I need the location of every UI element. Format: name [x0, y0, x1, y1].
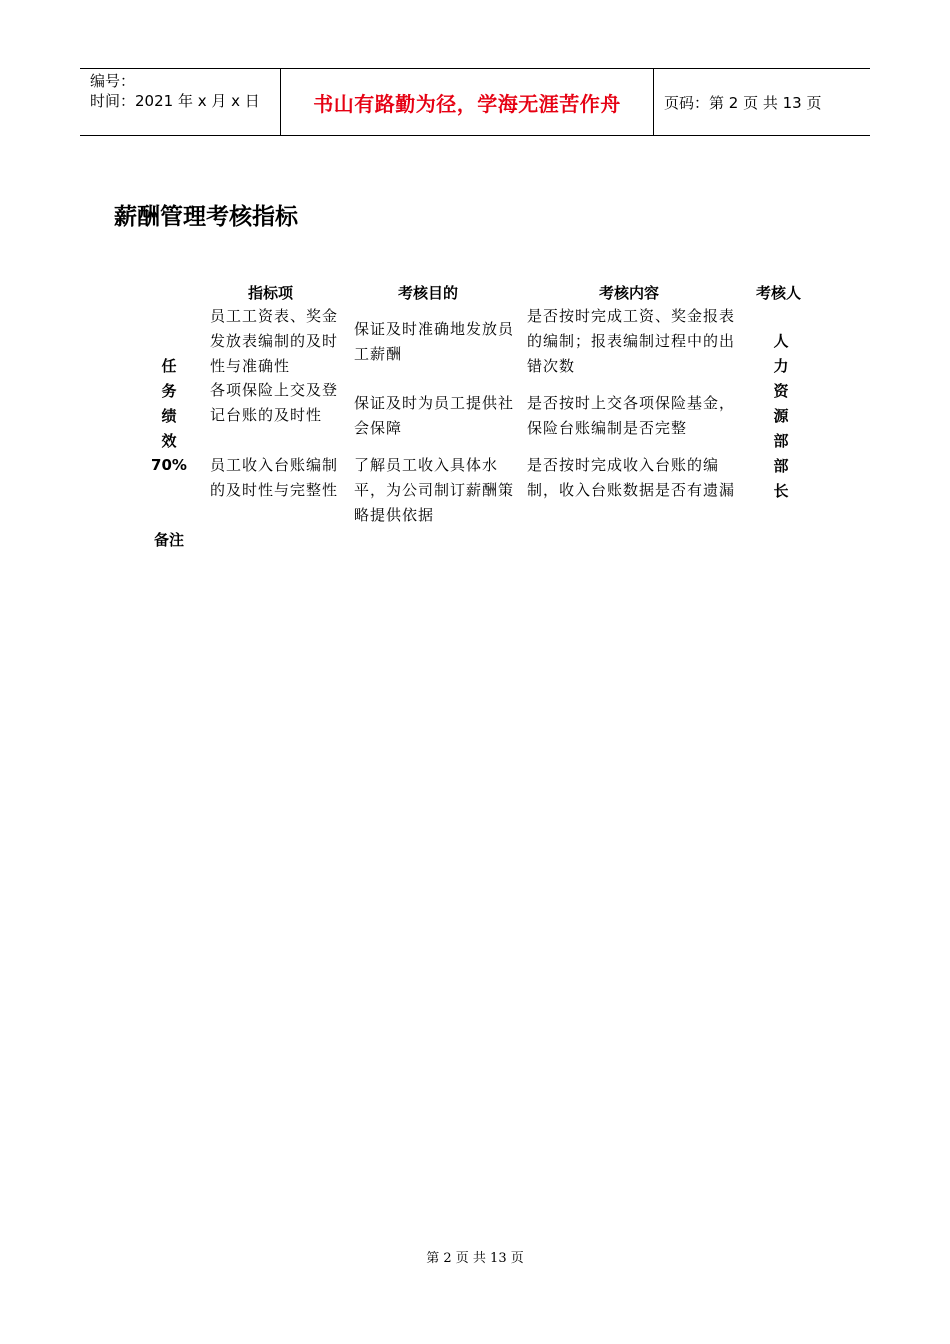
row-1-purpose: 保证及时准确地发放员工薪酬 — [354, 320, 515, 363]
page-footer: 第 2 页 共 13 页 — [426, 1251, 524, 1266]
page-header — [80, 68, 870, 136]
assessor-label — [770, 329, 792, 504]
category-weight: 70% — [151, 456, 187, 474]
category-char: 绩 — [161, 407, 177, 425]
header-content: 考核内容 — [599, 284, 660, 302]
row-2-item: 各项保险上交及登记台账的及时性 — [210, 381, 339, 424]
assessor-char: 人 — [773, 332, 789, 350]
header-item: 指标项 — [248, 284, 294, 302]
row-3-content: 是否按时完成收入台账的编制，收入台账数据是否有遗漏 — [527, 456, 736, 499]
category-char: 任 — [161, 357, 177, 375]
assessor-char: 资 — [773, 382, 789, 400]
assessor-char: 部 — [773, 432, 789, 450]
assessor-char: 源 — [773, 407, 789, 425]
category-label — [158, 354, 180, 454]
row-1-item: 员工工资表、奖金发放表编制的及时性与准确性 — [210, 307, 339, 375]
row-3-purpose: 了解员工收入具体水平，为公司制订薪酬策略提供依据 — [354, 456, 515, 524]
time-label: 时间：2021 年 x 月 x 日 — [90, 92, 260, 110]
header-purpose: 考核目的 — [398, 284, 459, 302]
row-3-item: 员工收入台账编制的及时性与完整性 — [210, 456, 339, 499]
row-1-content: 是否按时完成工资、奖金报表的编制；报表编制过程中的出错次数 — [527, 307, 736, 375]
header-motto: 书山有路勤为径，学海无涯苦作舟 — [313, 91, 621, 116]
page-label: 页码：第 2 页 共 13 页 — [664, 93, 822, 112]
header-assessor: 考核人 — [756, 284, 802, 302]
header-motto-cell — [281, 69, 654, 135]
page-title: 薪酬管理考核指标 — [114, 204, 298, 230]
header-left — [80, 69, 281, 135]
row-2-purpose: 保证及时为员工提供社会保障 — [354, 394, 515, 437]
category-char: 效 — [161, 432, 177, 450]
number-label: 编号： — [90, 72, 136, 90]
assessor-char: 长 — [773, 482, 789, 500]
assessor-char: 力 — [773, 357, 789, 375]
assessor-char: 部 — [773, 457, 789, 475]
header-page-cell — [654, 69, 870, 135]
remark-label: 备注 — [153, 531, 184, 549]
category-char: 务 — [161, 382, 177, 400]
row-2-content: 是否按时上交各项保险基金，保险台账编制是否完整 — [527, 394, 736, 437]
